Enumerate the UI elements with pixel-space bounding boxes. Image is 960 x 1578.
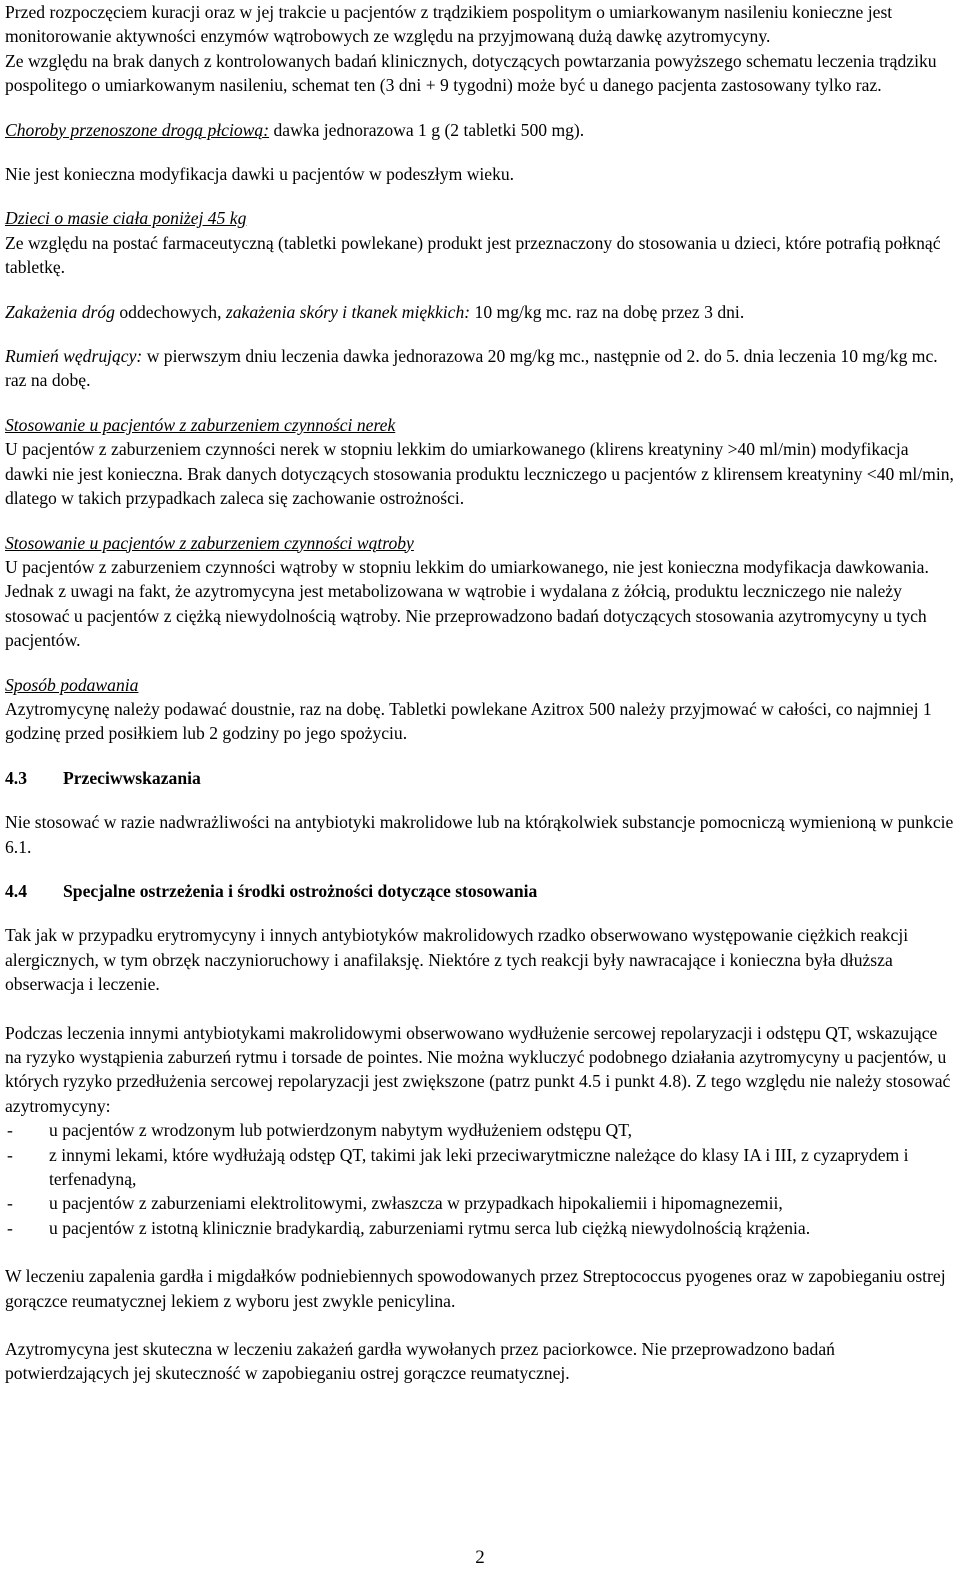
list-item: - u pacjentów z zaburzeniami elektrolitowymi, zwłaszcza w przypadkach hipokaliemii i hipomagnezemii, xyxy=(5,1191,955,1215)
hepatic-heading: Stosowanie u pacjentów z zaburzeniem czynności wątroby xyxy=(5,532,414,553)
section-4-3-text: Nie stosować w razie nadwrażliwości na antybiotyki makrolidowe lub na którąkolwiek substancje pomocniczą wymienioną w punkcie 6.1. xyxy=(5,812,954,857)
children-text: Ze względu na postać farmaceutyczną (tabletki powlekane) produkt jest przeznaczony do stosowania u dzieci, które potrafią połknąć tabletkę. xyxy=(5,232,941,278)
resp-text-1: oddechowych, xyxy=(114,301,226,322)
section-4-3-number: 4.3 xyxy=(5,767,27,788)
administration-text: Azytromycynę należy podawać doustnie, raz na dobę. Tabletki powlekane Azitrox 500 należy przyjmować w całości, co najmniej 1 godzinę przed posiłkiem lub 2 godziny po jego spożyciu. xyxy=(5,698,932,744)
document-page xyxy=(5,0,955,1386)
hepatic-text: U pacjentów z zaburzeniem czynności wątroby w stopniu lekkim do umiarkowanego, nie jest konieczna modyfikacja dawkowania. Jednak z uwagi na fakt, że azytromycyna jest metabolizowana w wątrobie i wydalana z żółcią, produktu leczniczego nie należy stosować u pacjentów z ciężką niewydolnością wątroby. Nie przeprowadzono badań dotyczących stosowania azytromycyny u tych pacjentów. xyxy=(5,556,929,651)
section-4-4-paragraph-4: Azytromycyna jest skuteczna w leczeniu zakażeń gardła wywołanych przez paciorkowce. Nie przeprowadzono badań potwierdzających jej skuteczność w zapobieganiu ostrej gorączce reumatycznej. xyxy=(5,1339,835,1384)
intro-paragraph-2: Ze względu na brak danych z kontrolowanych badań klinicznych, dotyczących powtarzania powyższego schematu leczenia trądziku pospolitego o umiarkowanym nasileniu, schemat ten (3 dni + 9 tygodni) może być u danego pacjenta zastosowany tylko raz. xyxy=(5,50,937,96)
qt-contraindication-list xyxy=(5,1118,955,1240)
list-item: - u pacjentów z wrodzonym lub potwierdzonym nabytym wydłużeniem odstępu QT, xyxy=(5,1118,955,1142)
section-4-4-paragraph-1: Tak jak w przypadku erytromycyny i innych antybiotyków makrolidowych rzadko obserwowano występowanie ciężkich reakcji alergicznych, w tym obrzęk naczynioruchowy i anafilaksję. Niektóre z tych reakcji były nawracające i konieczna była dłuższa obserwacja i leczenie. xyxy=(5,925,909,995)
resp-label-1: Zakażenia dróg xyxy=(5,301,115,322)
em-text: w pierwszym dniu leczenia dawka jednorazowa 20 mg/kg mc., następnie od 2. do 5. dnia leczenia 10 mg/kg mc. raz na dobę. xyxy=(5,346,938,391)
section-4-3-title: Przeciwwskazania xyxy=(63,767,201,788)
intro-paragraph-1: Przed rozpoczęciem kuracji oraz w jej trakcie u pacjentów z trądzikiem pospolitym o umiarkowanym nasileniu konieczne jest monitorowanie aktywności enzymów wątrobowych ze względu na przyjmowaną dużą dawkę azytromycyny. xyxy=(5,2,893,47)
em-label: Rumień wędrujący: xyxy=(5,346,143,367)
resp-label-2: zakażenia skóry i tkanek miękkich: xyxy=(225,301,471,322)
list-item: - z innymi lekami, które wydłużają odstęp QT, takimi jak leki przeciwarytmiczne należące do klasy IA i III, z cyzaprydem i terfenadyną, xyxy=(5,1143,955,1192)
renal-heading: Stosowanie u pacjentów z zaburzeniem czynności nerek xyxy=(5,414,396,435)
list-item: - u pacjentów z istotną klinicznie bradykardią, zaburzeniami rytmu serca lub ciężką niewydolnością krążenia. xyxy=(5,1216,955,1240)
administration-heading: Sposób podawania xyxy=(5,674,139,695)
std-text: dawka jednorazowa 1 g (2 tabletki 500 mg). xyxy=(269,119,585,140)
section-4-4-paragraph-2: Podczas leczenia innymi antybiotykami makrolidowymi obserwowano wydłużenie sercowej repolaryzacji i odstępu QT, wskazujące na ryzyko wystąpienia zaburzeń rytmu i torsade de pointes. Nie można wykluczyć podobnego działania azytromycyny u pacjentów, u których ryzyko przedłużenia sercowej repolaryzacji jest zwiększone (patrz punkt 4.5 i punkt 4.8). Z tego względu nie należy stosować azytromycyny: xyxy=(5,1022,951,1116)
elderly-note: Nie jest konieczna modyfikacja dawki u pacjentów w podeszłym wieku. xyxy=(5,164,515,185)
renal-text: U pacjentów z zaburzeniem czynności nerek w stopniu lekkim do umiarkowanego (klirens kreatyniny >40 ml/min) modyfikacja dawki nie jest konieczna. Brak danych dotyczących stosowania produktu leczniczego u pacjentów z klirensem kreatyniny <40 ml/min, dlatego w takich przypadkach zaleca się zachowanie ostrożności. xyxy=(5,439,954,509)
section-4-4-title: Specjalne ostrzeżenia i środki ostrożności dotyczące stosowania xyxy=(63,880,538,901)
children-respiratory-dosage xyxy=(5,300,955,324)
section-4-4-heading xyxy=(5,879,955,903)
std-label: Choroby przenoszone drogą płciową: xyxy=(5,119,270,140)
children-erythema-dosage xyxy=(5,344,955,393)
resp-text-2: 10 mg/kg mc. raz na dobę przez 3 dni. xyxy=(470,301,745,322)
section-4-4-paragraph-3: W leczeniu zapalenia gardła i migdałków podniebiennych spowodowanych przez Streptococcus pyogenes oraz w zapobieganiu ostrej gorączce reumatycznej lekiem z wyboru jest zwykle penicylina. xyxy=(5,1266,946,1311)
children-heading: Dzieci o masie ciała poniżej 45 kg xyxy=(5,208,247,229)
page-number: 2 xyxy=(475,1547,485,1568)
section-4-3-heading xyxy=(5,766,955,790)
section-4-4-number: 4.4 xyxy=(5,880,27,901)
std-dosage xyxy=(5,118,955,142)
